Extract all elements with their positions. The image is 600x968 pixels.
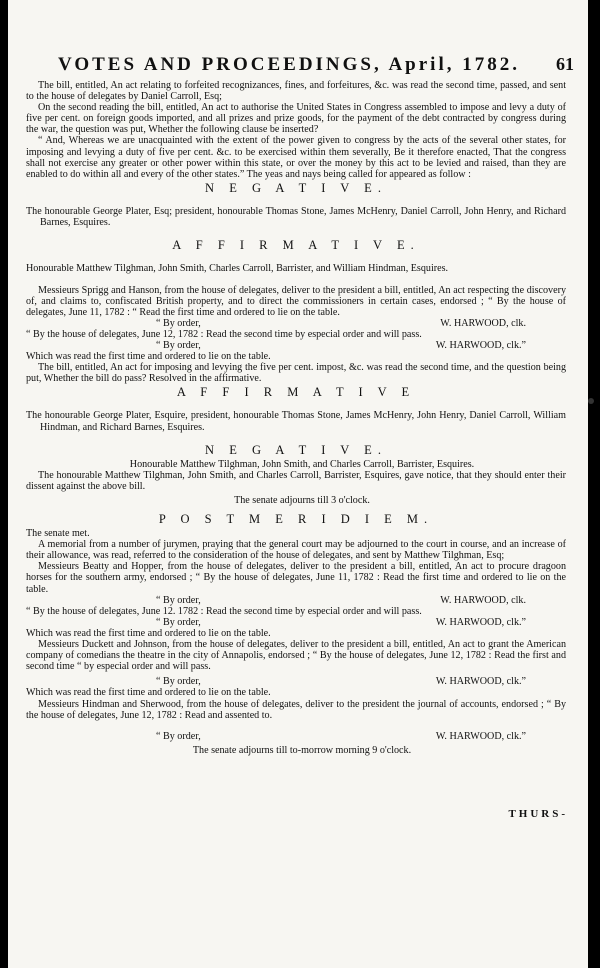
adjournment: The senate adjourns till 3 o'clock.: [234, 495, 370, 506]
affirmative-heading: A F F I R M A T I V E: [176, 385, 416, 400]
paragraph: Which was read the first time and ordered to lie on the table.: [26, 627, 271, 639]
paragraph: Which was read the first time and ordered to lie on the table.: [26, 687, 271, 699]
signature-line: [26, 340, 566, 351]
by-order: “ By order,: [156, 317, 201, 329]
by-order: “ By order,: [156, 730, 201, 742]
paragraph: Messieurs Hindman and Sherwood, from the house of delegates, deliver to the president the journal of accounts, endorsed ; “ By the house of delegates, June 12, 1782 : Read and assented to.: [26, 698, 566, 721]
paragraph: Messieurs Beatty and Hopper, from the house of delegates, deliver to the president a bill, entitled, An act to procure dragoon horses for the southern army, endorsed ; “ By the house of delegates, June 11, 1782 : Read the first time and ordered to lie on the table.: [26, 561, 566, 595]
clerk-signature: W. HARWOOD, clk.”: [435, 339, 526, 351]
catchword: THURS-: [508, 808, 568, 820]
by-order: “ By order,: [156, 339, 201, 351]
paragraph: Messieurs Sprigg and Hanson, from the house of delegates, deliver to the president a bill, entitled, An act respecting the discovery of, and claims to, confiscated British property, and to direct the commissioners in certain cases, endorsed ; “ By the house of delegates, June 11, 1782 : “ Read the first time and ordered to lie on the table.: [26, 284, 566, 318]
negative-voters: Honourable Matthew Tilghman, John Smith, and Charles Carroll, Barrister, Esquires.: [129, 458, 475, 470]
affirmative-voters: Honourable Matthew Tilghman, John Smith, Charles Carroll, Barrister, and William Hindman, Esquires.: [26, 263, 449, 275]
clerk-signature: W. HARWOOD, clk.: [440, 317, 526, 329]
negative-heading: N E G A T I V E.: [205, 180, 387, 195]
negative-heading: N E G A T I V E.: [205, 442, 387, 457]
signature-line: [26, 676, 566, 687]
ink-speck: [588, 398, 594, 404]
paragraph: The bill, entitled, An act for imposing and levying the five per cent. impost, &c. was read the second time, and the question being put, Whether the bill do pass? Resolved in the affirmative.: [26, 362, 566, 385]
affirmative-heading: A F F I R M A T I V E.: [172, 238, 420, 253]
document-page: [8, 0, 588, 968]
post-meridiem-heading: P O S T M E R I D I E M.: [158, 512, 434, 527]
paragraph: On the second reading the bill, entitled, An act to authorise the United States in Congress assembled to impose and levy a duty of five per cent. on foreign goods imported, and all prizes and prize goods, for the payment of the debt contracted by congress during the war, the question was put, Whether the following clause be inserted?: [26, 102, 566, 136]
signature-line: [26, 318, 566, 329]
running-title: VOTES AND PROCEEDINGS, April, 1782.: [58, 54, 520, 75]
negative-voters: The honourable George Plater, Esq; president, honourable Thomas Stone, James McHenry, Daniel Carroll, John Henry, and Richard Barnes, Esquires.: [26, 205, 566, 229]
clerk-signature: W. HARWOOD, clk.”: [435, 616, 526, 628]
paragraph: “ And, Whereas we are unacquainted with the extent of the power given to congress by the acts of the several other states, for imposing and levying a duty of five per cent. &c. to be exercised within them severally, Be it therefore enacted, That the congress shall not exercise any greater or other power within this state, or over the money by this act to be levied and raised, than they are enabled to do within all and every of the other states.” The yeas and nays being called for appeared as follow :: [26, 135, 566, 180]
adjournment: The senate adjourns till to-morrow morning 9 o'clock.: [192, 744, 412, 756]
paragraph: Which was read the first time and ordered to lie on the table.: [26, 351, 271, 363]
paragraph: The bill, entitled, An act relating to forfeited recognizances, fines, and forfeitures, &c. was read the second time, passed, and sent to the house of delegates by Daniel Carroll, Esq;: [26, 80, 566, 103]
clerk-signature: W. HARWOOD, clk.: [440, 594, 526, 606]
paragraph: “ By the house of delegates, June 12, 1782 : Read the second time by especial order and will pass.: [26, 328, 422, 340]
paragraph: The senate met.: [26, 528, 90, 540]
by-order: “ By order,: [156, 676, 201, 688]
clerk-signature: W. HARWOOD, clk.”: [435, 730, 526, 742]
by-order: “ By order,: [156, 616, 201, 628]
clerk-signature: W. HARWOOD, clk.”: [435, 676, 526, 688]
paragraph: Messieurs Duckett and Johnson, from the house of delegates, deliver to the president a bill, entitled, An act to grant the American company of comedians the theatre in the city of Annapolis, endorsed ; “ By the house of delegates, June 12, 1782 : Read the first and second time “ by especial order and will pass.: [26, 639, 566, 673]
signature-line: [26, 731, 566, 742]
page-number: 61: [556, 54, 574, 74]
signature-line: [26, 617, 566, 628]
affirmative-voters: The honourable George Plater, Esquire, president, honourable Thomas Stone, James McHenry, John Henry, Daniel Carroll, William Hindman, and Richard Barnes, Esquires.: [26, 410, 566, 433]
paragraph: A memorial from a number of jurymen, praying that the general court may be adjourned to the court in course, and an increase of their allowance, was read, referred to the consideration of the house of delegates, and sent by Matthew Tilghman, Esq;: [26, 539, 566, 562]
by-order: “ By order,: [156, 594, 201, 606]
paragraph: “ By the house of delegates, June 12. 1782 : Read the second time by especial order and will pass.: [26, 605, 422, 617]
page-header: [28, 52, 574, 80]
signature-line: [26, 595, 566, 606]
page-body: [26, 80, 566, 756]
paragraph: The honourable Matthew Tilghman, John Smith, and Charles Carroll, Barrister, Esquires, gave notice, that they should enter their dissent against the above bill.: [26, 469, 566, 492]
